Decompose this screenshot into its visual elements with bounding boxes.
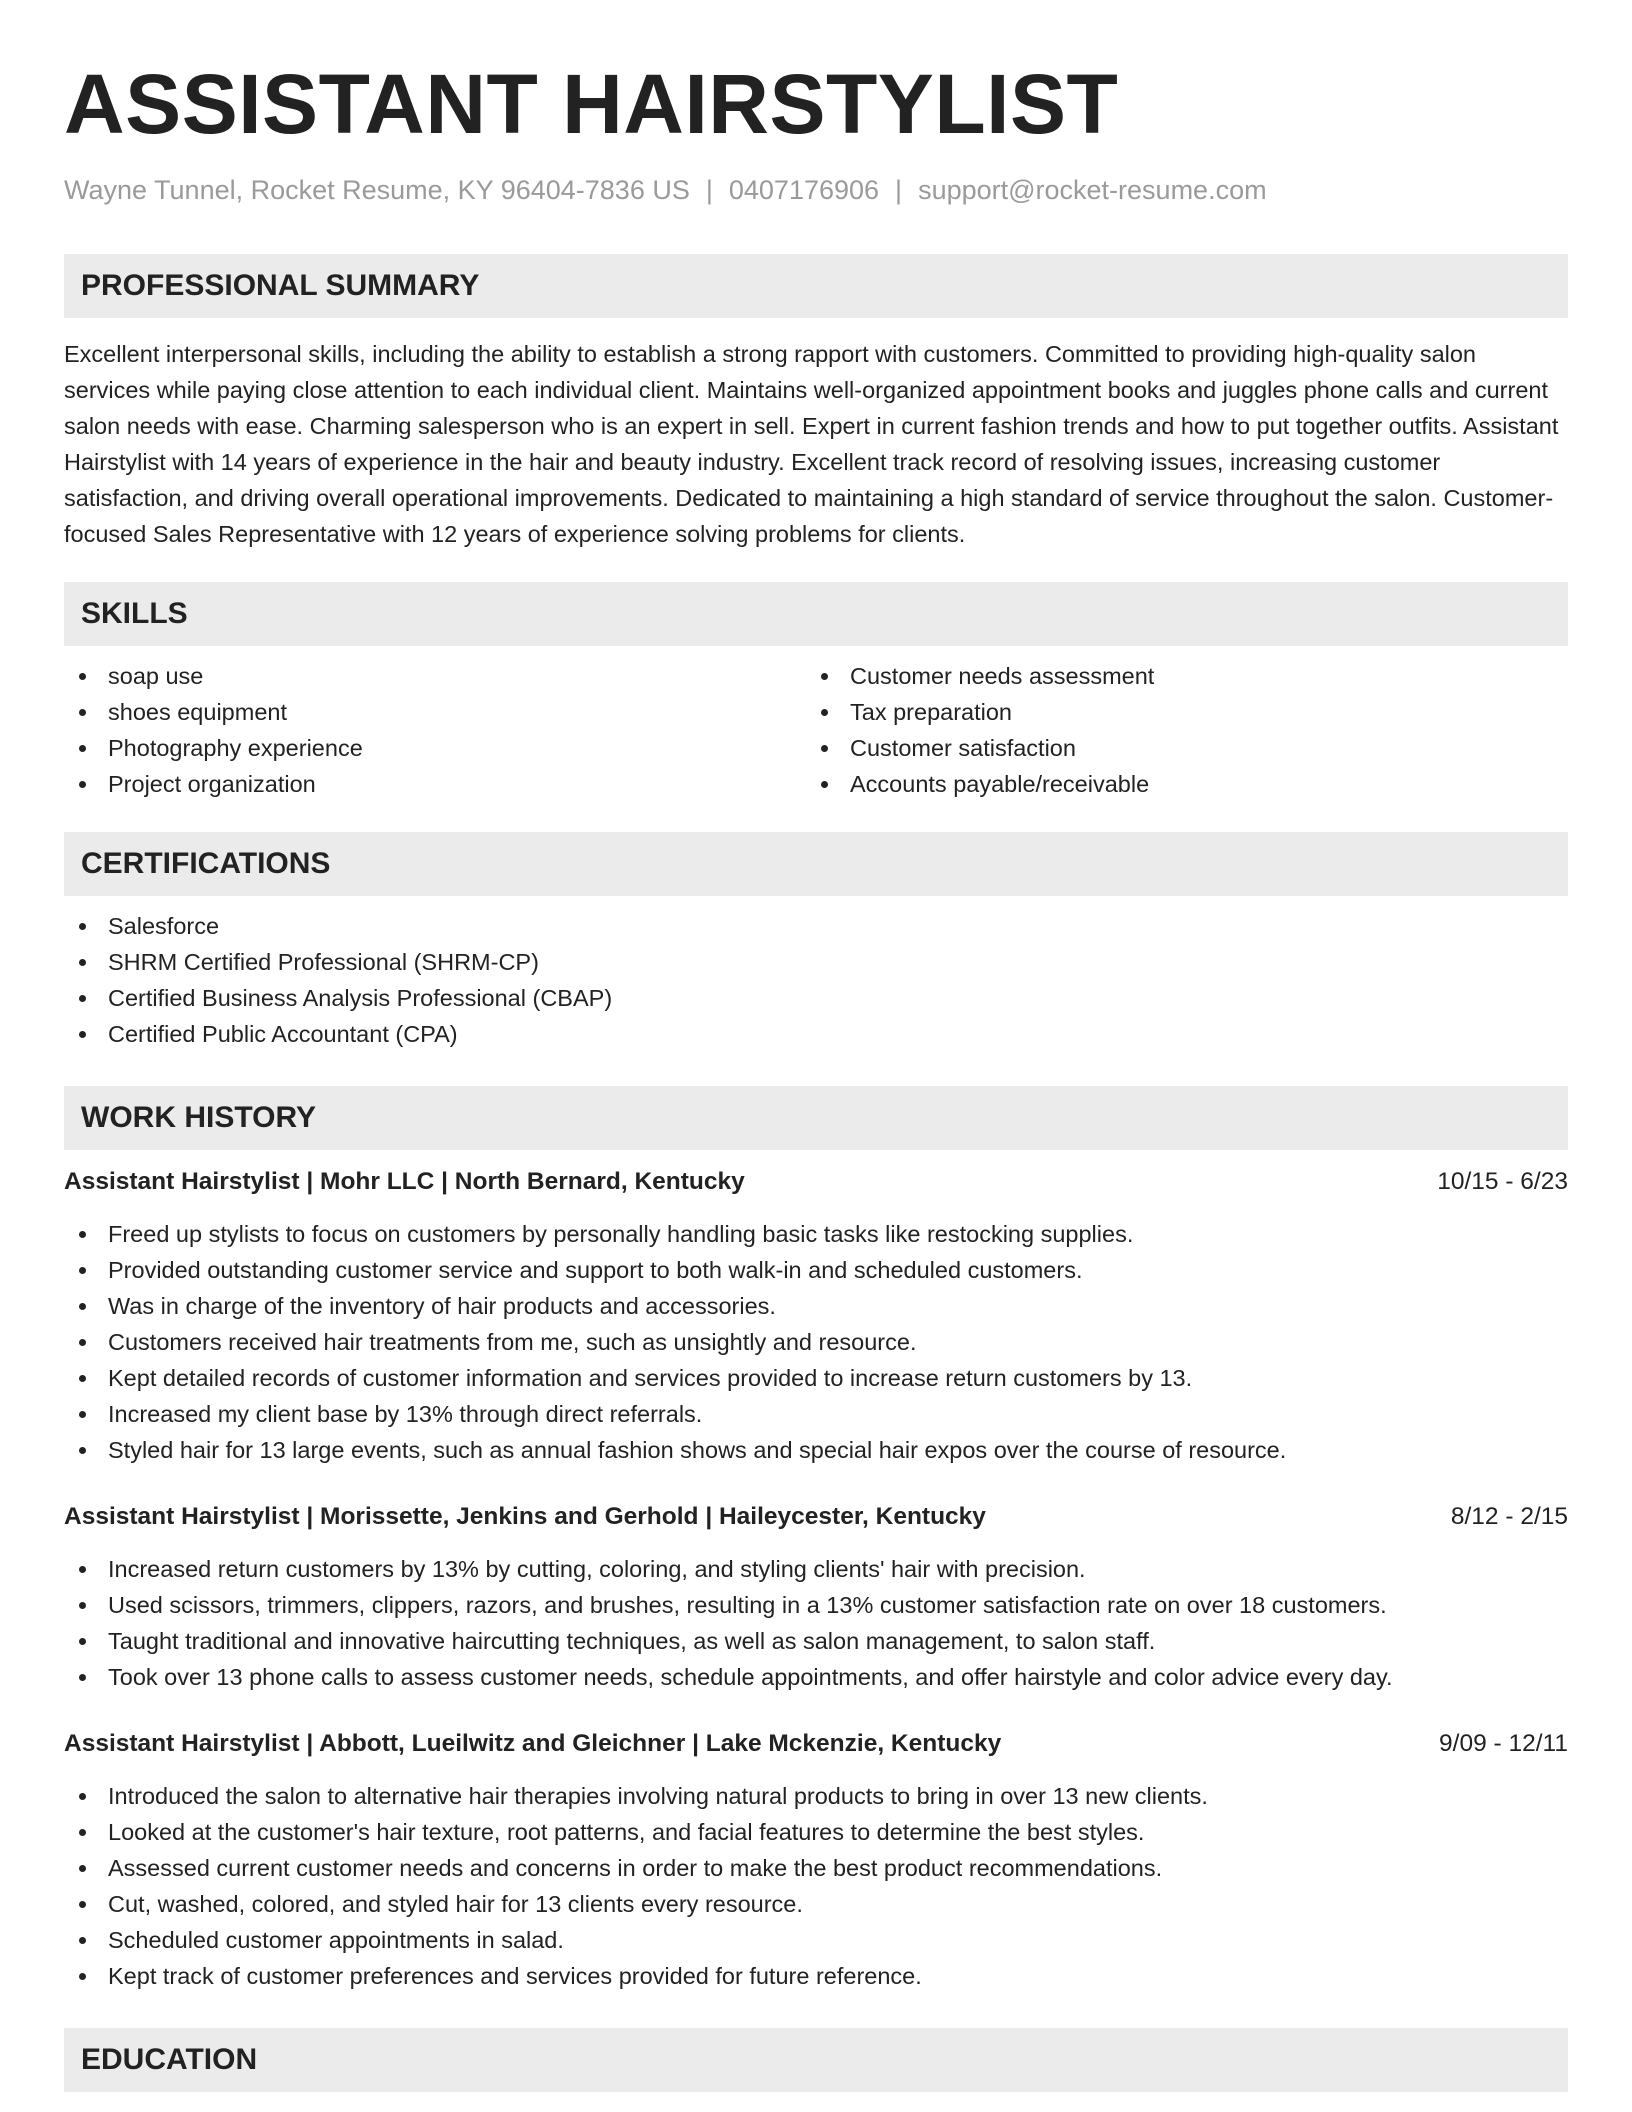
list-item: Used scissors, trimmers, clippers, razors, and brushes, resulting in a 13% customer satisfaction rate on over 18 customers. [64,1587,1568,1623]
job-bullets [64,1551,1568,1695]
section-header-skills: SKILLS [64,582,1568,646]
list-item: Increased return customers by 13% by cutting, coloring, and styling clients' hair with precision. [64,1551,1568,1587]
list-item: Certified Business Analysis Professional (CBAP) [64,980,1568,1016]
contact-separator: | [895,175,903,205]
certifications-list [64,908,1568,1052]
skills-list-right [806,658,1548,802]
list-item: Kept track of customer preferences and services provided for future reference. [64,1958,1568,1994]
summary-text: Excellent interpersonal skills, including the ability to establish a strong rapport with customers. Committed to providing high-quality salon services while paying close attention to each individual client. Maintains well-organized appointment books and juggles phone calls and current salon needs with ease. Charming salesperson who is an expert in sell. Expert in current fashion trends and how to put together outfits. Assistant Hairstylist with 14 years of experience in the hair and beauty industry. Excellent track record of resolving issues, increasing customer satisfaction, and driving overall operational improvements. Dedicated to maintaining a high standard of service throughout the salon. Customer-focused Sales Representative with 12 years of experience solving problems for clients. [64,341,1559,547]
list-item: Freed up stylists to focus on customers by personally handling basic tasks like restocking supplies. [64,1216,1568,1252]
list-item: Certified Public Accountant (CPA) [64,1016,1568,1052]
list-item: Cut, washed, colored, and styled hair for 13 clients every resource. [64,1886,1568,1922]
job-entry [64,1164,1568,1468]
section-header-certifications: CERTIFICATIONS [64,832,1568,896]
list-item: Styled hair for 13 large events, such as annual fashion shows and special hair expos over the course of resource. [64,1432,1568,1468]
job-header [64,1164,1568,1200]
job-entry [64,1726,1568,1994]
skills-column-right [806,658,1548,802]
list-item: SHRM Certified Professional (SHRM-CP) [64,944,1568,980]
section-header-education: EDUCATION [64,2028,1568,2092]
list-item: Was in charge of the inventory of hair products and accessories. [64,1288,1568,1324]
list-item: Project organization [64,766,806,802]
job-entry [64,1499,1568,1695]
list-item: Customer satisfaction [806,730,1548,766]
job-header [64,1726,1568,1762]
section-header-work-history: WORK HISTORY [64,1086,1568,1150]
skills-list-left [64,658,806,802]
list-item: Introduced the salon to alternative hair therapies involving natural products to bring in over 13 new clients. [64,1778,1568,1814]
list-item: Looked at the customer's hair texture, root patterns, and facial features to determine the best styles. [64,1814,1568,1850]
contact-separator: | [705,175,713,205]
contact-phone: 0407176906 [728,175,880,205]
job-dates: 9/09 - 12/11 [1439,1730,1568,1757]
list-item: Assessed current customer needs and concerns in order to make the best product recommendations. [64,1850,1568,1886]
list-item: Customer needs assessment [806,658,1548,694]
resume-title: ASSISTANT HAIRSTYLIST [64,57,1119,151]
list-item: Salesforce [64,908,1568,944]
job-title: Assistant Hairstylist | Morissette, Jenkins and Gerhold | Haileycester, Kentucky [64,1503,986,1530]
contact-email: support@rocket-resume.com [918,175,1267,205]
job-title: Assistant Hairstylist | Mohr LLC | North Bernard, Kentucky [64,1168,745,1195]
job-dates: 10/15 - 6/23 [1437,1168,1568,1195]
job-bullets [64,1216,1568,1468]
contact-line [64,174,1568,206]
job-dates: 8/12 - 2/15 [1450,1503,1568,1530]
job-title: Assistant Hairstylist | Abbott, Lueilwitz and Gleichner | Lake Mckenzie, Kentucky [64,1730,1002,1757]
list-item: shoes equipment [64,694,806,730]
skills-grid [64,658,1568,802]
skills-column-left [64,658,806,802]
list-item: Photography experience [64,730,806,766]
list-item: Accounts payable/receivable [806,766,1548,802]
section-header-summary: PROFESSIONAL SUMMARY [64,254,1568,318]
list-item: Took over 13 phone calls to assess customer needs, schedule appointments, and offer hairstyle and color advice every day. [64,1659,1568,1695]
job-bullets [64,1778,1568,1994]
list-item: soap use [64,658,806,694]
list-item: Increased my client base by 13% through direct referrals. [64,1396,1568,1432]
list-item: Provided outstanding customer service and support to both walk-in and scheduled customers. [64,1252,1568,1288]
list-item: Kept detailed records of customer information and services provided to increase return customers by 13. [64,1360,1568,1396]
list-item: Scheduled customer appointments in salad. [64,1922,1568,1958]
list-item: Customers received hair treatments from me, such as unsightly and resource. [64,1324,1568,1360]
contact-address: Wayne Tunnel, Rocket Resume, KY 96404-7836 US [64,175,690,205]
list-item: Taught traditional and innovative haircutting techniques, as well as salon management, to salon staff. [64,1623,1568,1659]
list-item: Tax preparation [806,694,1548,730]
job-header [64,1499,1568,1535]
